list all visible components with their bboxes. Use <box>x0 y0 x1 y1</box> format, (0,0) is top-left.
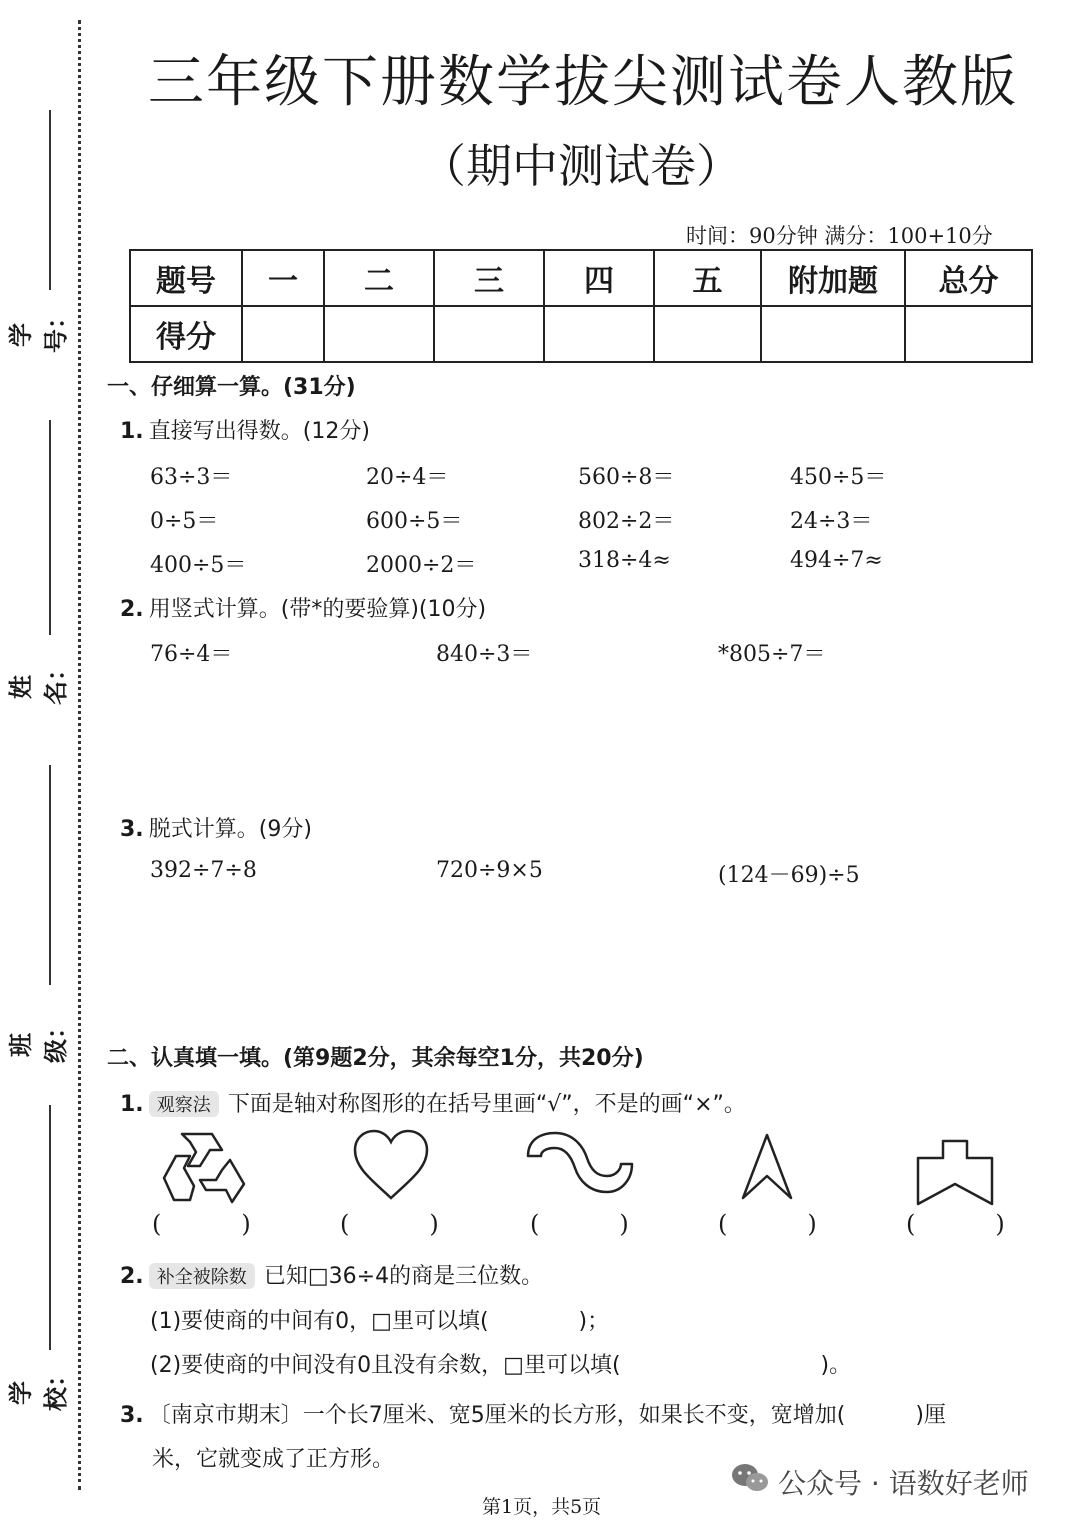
s1-q1-heading <box>120 414 370 445</box>
name-line <box>49 420 51 635</box>
calc-item: 2000÷2＝ <box>366 553 477 578</box>
question-text: 下面是轴对称图形的在括号里画“√”，不是的画“×”。 <box>227 1092 746 1117</box>
calc-item: 20÷4＝ <box>366 465 449 490</box>
question-number: 1. <box>120 419 144 444</box>
s2-q2-sub2: (2)要使商的中间没有0且没有余数，□里可以填( )。 <box>150 1353 852 1378</box>
pentagon-icon <box>915 1138 995 1208</box>
s2-q1-heading <box>120 1087 746 1118</box>
answer-blank[interactable]: ( ) <box>906 1210 1005 1238</box>
calc-item: 0÷5＝ <box>150 509 219 534</box>
stepwise-calc-item: 720÷9×5 <box>436 858 543 883</box>
header-cell: 三 <box>434 250 544 306</box>
school-line <box>49 1105 51 1350</box>
s2-q2-sub1: (1)要使商的中间有0，□里可以填( )； <box>150 1309 610 1334</box>
header-cell: 四 <box>544 250 654 306</box>
s1-q3-heading <box>120 812 312 843</box>
id-label: 学号： <box>7 305 70 353</box>
id-line <box>49 110 51 290</box>
stepwise-calc-item: 392÷7÷8 <box>150 858 257 883</box>
s2-q3-line2: 米，它就变成了正方形。 <box>152 1447 395 1472</box>
method-tag: 观察法 <box>149 1091 219 1117</box>
class-label: 班级： <box>7 1015 70 1063</box>
answer-blank[interactable]: ( ) <box>340 1210 439 1238</box>
score-cell[interactable] <box>544 306 654 362</box>
heart-icon <box>352 1128 430 1202</box>
wechat-icon <box>730 1462 770 1494</box>
page-title: 三年级下册数学拔尖测试卷人教版 <box>148 50 1018 115</box>
answer-blank[interactable]: ( ) <box>530 1210 629 1238</box>
name-label: 姓名： <box>7 657 70 705</box>
score-row <box>130 306 1032 362</box>
time-info: 时间：90分钟 满分：100+10分 <box>686 224 993 248</box>
calc-item: 560÷8＝ <box>578 465 675 490</box>
answer-blank[interactable]: ( ) <box>718 1210 817 1238</box>
header-cell: 附加题 <box>761 250 905 306</box>
s1-q2-heading <box>120 592 486 623</box>
arrow-icon <box>740 1132 794 1202</box>
vertical-calc-item: 76÷4＝ <box>150 642 233 667</box>
vertical-calc-item: 840÷3＝ <box>436 642 533 667</box>
calc-item: 63÷3＝ <box>150 465 233 490</box>
answer-blank[interactable]: ( ) <box>152 1210 251 1238</box>
header-cell: 一 <box>242 250 324 306</box>
header-cell: 题号 <box>130 250 242 306</box>
calc-item: 600÷5＝ <box>366 509 463 534</box>
page-subtitle: （期中测试卷） <box>420 139 742 193</box>
calc-item: 24÷3＝ <box>790 509 873 534</box>
class-line <box>49 765 51 985</box>
header-cell: 五 <box>654 250 761 306</box>
score-cell[interactable] <box>324 306 434 362</box>
stepwise-calc-item: (124－69)÷5 <box>718 863 860 888</box>
calc-item: 318÷4≈ <box>578 548 671 573</box>
question-text: 用竖式计算。(带*的要验算)(10分) <box>148 597 487 622</box>
header-cell: 总分 <box>905 250 1032 306</box>
calc-item: 802÷2＝ <box>578 509 675 534</box>
score-cell[interactable] <box>242 306 324 362</box>
score-cell[interactable] <box>905 306 1032 362</box>
score-table <box>129 249 1033 363</box>
vertical-calc-item: *805÷7＝ <box>718 642 826 667</box>
question-text: 已知□36÷4的商是三位数。 <box>263 1264 544 1289</box>
question-text: 〔南京市期末〕一个长7厘米、宽5厘米的长方形，如果长不变，宽增加( <box>148 1403 846 1428</box>
score-cell[interactable] <box>434 306 544 362</box>
score-cell[interactable] <box>761 306 905 362</box>
watermark-text: 公众号 · 语数好老师 <box>778 1467 1029 1500</box>
score-cell[interactable] <box>654 306 761 362</box>
score-row-label: 得分 <box>130 306 242 362</box>
binding-dotted-line <box>78 20 81 1490</box>
recycle-icon <box>160 1130 246 1206</box>
s2-q2-heading <box>120 1259 543 1290</box>
score-header-row <box>130 250 1032 306</box>
calc-item: 494÷7≈ <box>790 548 883 573</box>
method-tag: 补全被除数 <box>149 1263 255 1289</box>
question-text: 直接写出得数。(12分) <box>148 419 370 444</box>
calc-item: 450÷5＝ <box>790 465 887 490</box>
section2-title: 二、认真填一填。(第9题2分，其余每空1分，共20分) <box>107 1046 644 1071</box>
question-number: 3. <box>120 1403 144 1428</box>
question-number: 2. <box>120 1264 144 1289</box>
header-cell: 二 <box>324 250 434 306</box>
section1-title: 一、仔细算一算。(31分) <box>107 375 356 400</box>
question-number: 3. <box>120 817 144 842</box>
s2-q3-heading: 3. 〔南京市期末〕一个长7厘米、宽5厘米的长方形，如果长不变，宽增加( )厘 <box>120 1403 946 1428</box>
question-number: 2. <box>120 597 144 622</box>
page-footer: 第1页，共5页 <box>482 1496 602 1518</box>
question-text: 脱式计算。(9分) <box>148 817 312 842</box>
question-number: 1. <box>120 1092 144 1117</box>
calc-item: 400÷5＝ <box>150 553 247 578</box>
school-label: 学校： <box>7 1363 70 1411</box>
wave-icon <box>525 1130 635 1196</box>
